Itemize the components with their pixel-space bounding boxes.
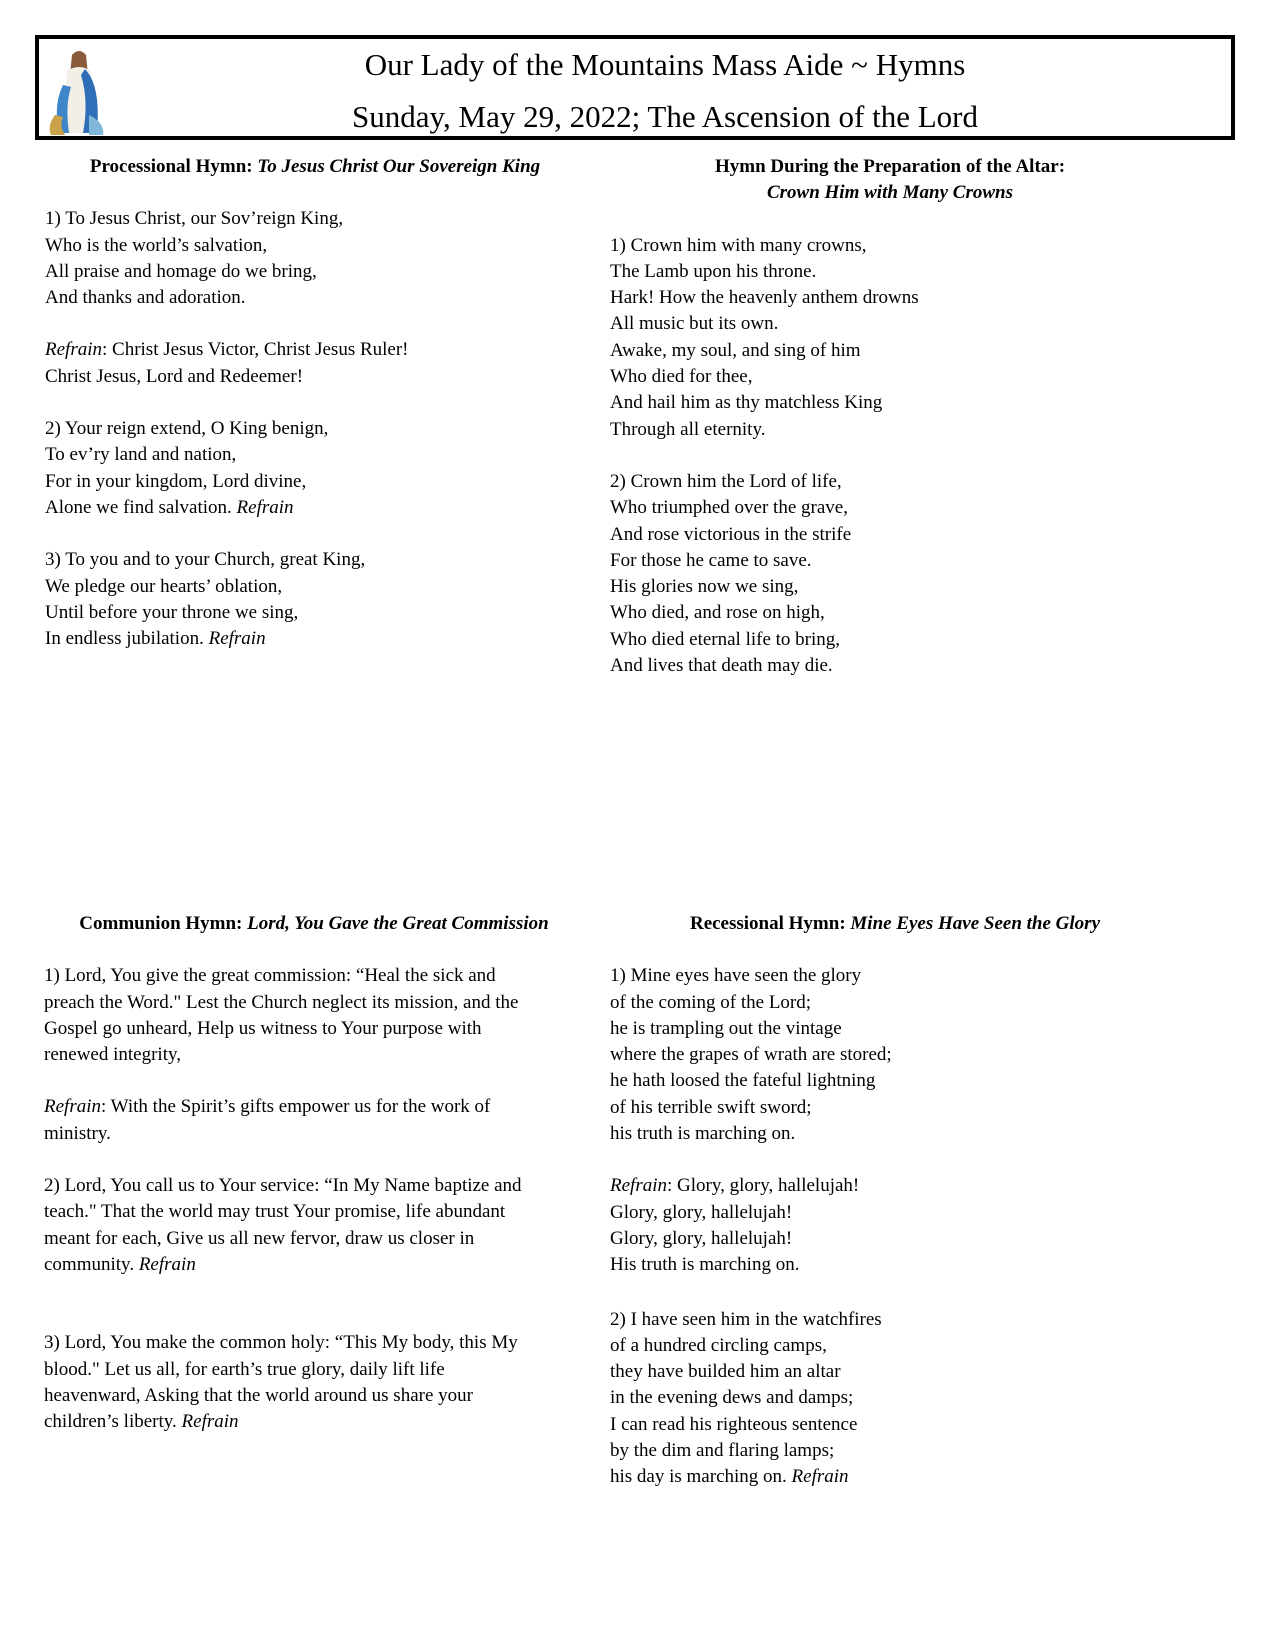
refrain-text: : With the Spirit’s gifts empower us for the work of	[101, 1096, 491, 1118]
verse-line: Who died for thee,	[610, 366, 753, 388]
verse-line: For in your kingdom, Lord divine,	[45, 470, 307, 492]
verse-line: 1) Crown him with many crowns,	[610, 234, 867, 256]
verse-line	[44, 1409, 584, 1435]
verse-line: 2) Lord, You call us to Your service: “In My Name baptize and	[44, 1175, 522, 1197]
hymn-title: Mine Eyes Have Seen the Glory	[850, 913, 1101, 934]
hymn-heading	[45, 154, 585, 180]
refrain-label: Refrain	[44, 1096, 101, 1118]
page-header	[35, 35, 1235, 140]
recessional-hymn	[610, 911, 1150, 1491]
refrain	[610, 1173, 1150, 1278]
verse-line: preach the Word." Lest the Church neglect its mission, and the	[44, 991, 519, 1013]
stanza-3	[45, 547, 585, 652]
verse-line: Until before your throne we sing,	[45, 601, 299, 623]
verse-line: Who triumphed over the grave,	[610, 497, 848, 519]
refrain-tag: Refrain	[236, 496, 294, 518]
stanza-1	[610, 233, 1230, 443]
hymn-title: To Jesus Christ Our Sovereign King	[257, 156, 541, 177]
refrain	[45, 337, 585, 390]
verse-line	[45, 495, 585, 521]
stanza-3	[44, 1330, 584, 1435]
stanza-2	[610, 469, 1230, 679]
verse-line: 2) I have seen him in the watchfires	[610, 1308, 882, 1330]
stanza-1	[610, 963, 1150, 1147]
verse-line	[44, 1252, 584, 1278]
refrain-label: Refrain	[610, 1175, 667, 1197]
verse-line: And hail him as thy matchless King	[610, 392, 883, 414]
stanza-2	[610, 1307, 1150, 1491]
verse-text: his day is marching on.	[610, 1466, 792, 1488]
refrain-line: Glory, glory, hallelujah!	[610, 1201, 793, 1223]
refrain-tag: Refrain	[181, 1411, 239, 1433]
madonna-image	[45, 45, 111, 137]
verse-line: Awake, my soul, and sing of him	[610, 339, 861, 361]
hymn-label: Recessional Hymn:	[689, 913, 846, 934]
verse-line: All music but its own.	[610, 313, 779, 335]
verse-line: 1) Mine eyes have seen the glory	[610, 965, 862, 987]
verse-line: by the dim and flaring lamps;	[610, 1440, 835, 1462]
verse-line: All praise and homage do we bring,	[45, 260, 317, 282]
refrain-label: Refrain	[45, 339, 102, 361]
verse-line: Hark! How the heavenly anthem drowns	[610, 287, 919, 309]
verse-line: 1) To Jesus Christ, our Sov’reign King,	[45, 208, 344, 230]
verse-line: teach." That the world may trust Your promise, life abundant	[44, 1201, 506, 1223]
refrain-tag: Refrain	[791, 1466, 849, 1488]
verse-line: Who is the world’s salvation,	[45, 234, 268, 256]
refrain-line: His truth is marching on.	[610, 1254, 800, 1276]
verse-line: heavenward, Asking that the world around us share your	[44, 1384, 473, 1406]
verse-line: To ev’ry land and nation,	[45, 444, 237, 466]
refrain-line: Christ Jesus, Lord and Redeemer!	[45, 365, 304, 387]
verse-line: 3) Lord, You make the common holy: “This My body, this My	[44, 1332, 518, 1354]
document-subtitle: Sunday, May 29, 2022; The Ascension of the Lord	[352, 99, 978, 134]
hymn-label: Hymn During the Preparation of the Altar:	[714, 156, 1066, 177]
verse-line: Gospel go unheard, Help us witness to Your purpose with	[44, 1017, 482, 1039]
communion-hymn	[44, 911, 584, 1435]
verse-line: Through all eternity.	[610, 418, 766, 440]
verse-line: of a hundred circling camps,	[610, 1334, 827, 1356]
refrain-line	[44, 1094, 584, 1120]
verse-line: Who died, and rose on high,	[610, 602, 825, 624]
verse-line: blood." Let us all, for earth’s true glory, daily lift life	[44, 1358, 445, 1380]
verse-line: in the evening dews and damps;	[610, 1387, 854, 1409]
verse-line: The Lamb upon his throne.	[610, 260, 817, 282]
verse-line: We pledge our hearts’ oblation,	[45, 575, 283, 597]
verse-line: And rose victorious in the strife	[610, 523, 852, 545]
stanza-1	[44, 963, 584, 1068]
verse-text: community.	[44, 1253, 139, 1275]
verse-line: And thanks and adoration.	[45, 287, 246, 309]
refrain-line: Glory, glory, hallelujah!	[610, 1227, 793, 1249]
verse-line: 2) Your reign extend, O King benign,	[45, 418, 329, 440]
verse-line: he is trampling out the vintage	[610, 1017, 842, 1039]
stanza-2	[45, 416, 585, 521]
verse-line: he hath loosed the fateful lightning	[610, 1070, 876, 1092]
document-title: Our Lady of the Mountains Mass Aide ~ Hymns	[364, 47, 966, 82]
verse-line: his truth is marching on.	[610, 1123, 796, 1145]
refrain-tag: Refrain	[138, 1253, 196, 1275]
hymn-title: Lord, You Gave the Great Commission	[247, 913, 549, 934]
verse-line: 2) Crown him the Lord of life,	[610, 470, 842, 492]
verse-line: of his terrible swift sword;	[610, 1096, 812, 1118]
verse-line: I can read his righteous sentence	[610, 1413, 858, 1435]
refrain-text: : Christ Jesus Victor, Christ Jesus Ruler!	[102, 339, 409, 361]
hymn-heading	[610, 154, 1170, 207]
hymn-label: Processional Hymn:	[89, 156, 253, 177]
refrain-line: ministry.	[44, 1122, 111, 1144]
verse-line: 1) Lord, You give the great commission: “Heal the sick and	[44, 965, 496, 987]
verse-line: 3) To you and to your Church, great King,	[45, 549, 366, 571]
verse-line: meant for each, Give us all new fervor, draw us closer in	[44, 1227, 475, 1249]
verse-text: Alone we find salvation.	[45, 496, 237, 518]
refrain-text: : Glory, glory, hallelujah!	[667, 1175, 860, 1197]
verse-line: they have builded him an altar	[610, 1361, 841, 1383]
verse-line: of the coming of the Lord;	[610, 991, 812, 1013]
verse-line: For those he came to save.	[610, 549, 812, 571]
verse-text: In endless jubilation.	[45, 628, 209, 650]
offertory-hymn	[610, 154, 1230, 679]
verse-line: His glories now we sing,	[610, 576, 799, 598]
refrain-tag: Refrain	[208, 628, 266, 650]
hymn-label: Communion Hymn:	[79, 913, 243, 934]
verse-line: Who died eternal life to bring,	[610, 628, 841, 650]
verse-line	[610, 1464, 1150, 1490]
stanza-1	[45, 206, 585, 311]
verse-text: children’s liberty.	[44, 1411, 182, 1433]
verse-line: renewed integrity,	[44, 1044, 181, 1066]
hymn-heading	[610, 911, 1180, 937]
refrain-line	[45, 337, 585, 363]
verse-line: And lives that death may die.	[610, 655, 833, 677]
processional-hymn	[45, 154, 585, 652]
verse-line	[45, 626, 585, 652]
stanza-2	[44, 1173, 584, 1278]
refrain-line	[610, 1173, 1150, 1199]
refrain	[44, 1094, 584, 1147]
hymn-heading	[44, 911, 584, 937]
verse-line: where the grapes of wrath are stored;	[610, 1044, 892, 1066]
hymn-title: Crown Him with Many Crowns	[766, 182, 1014, 204]
